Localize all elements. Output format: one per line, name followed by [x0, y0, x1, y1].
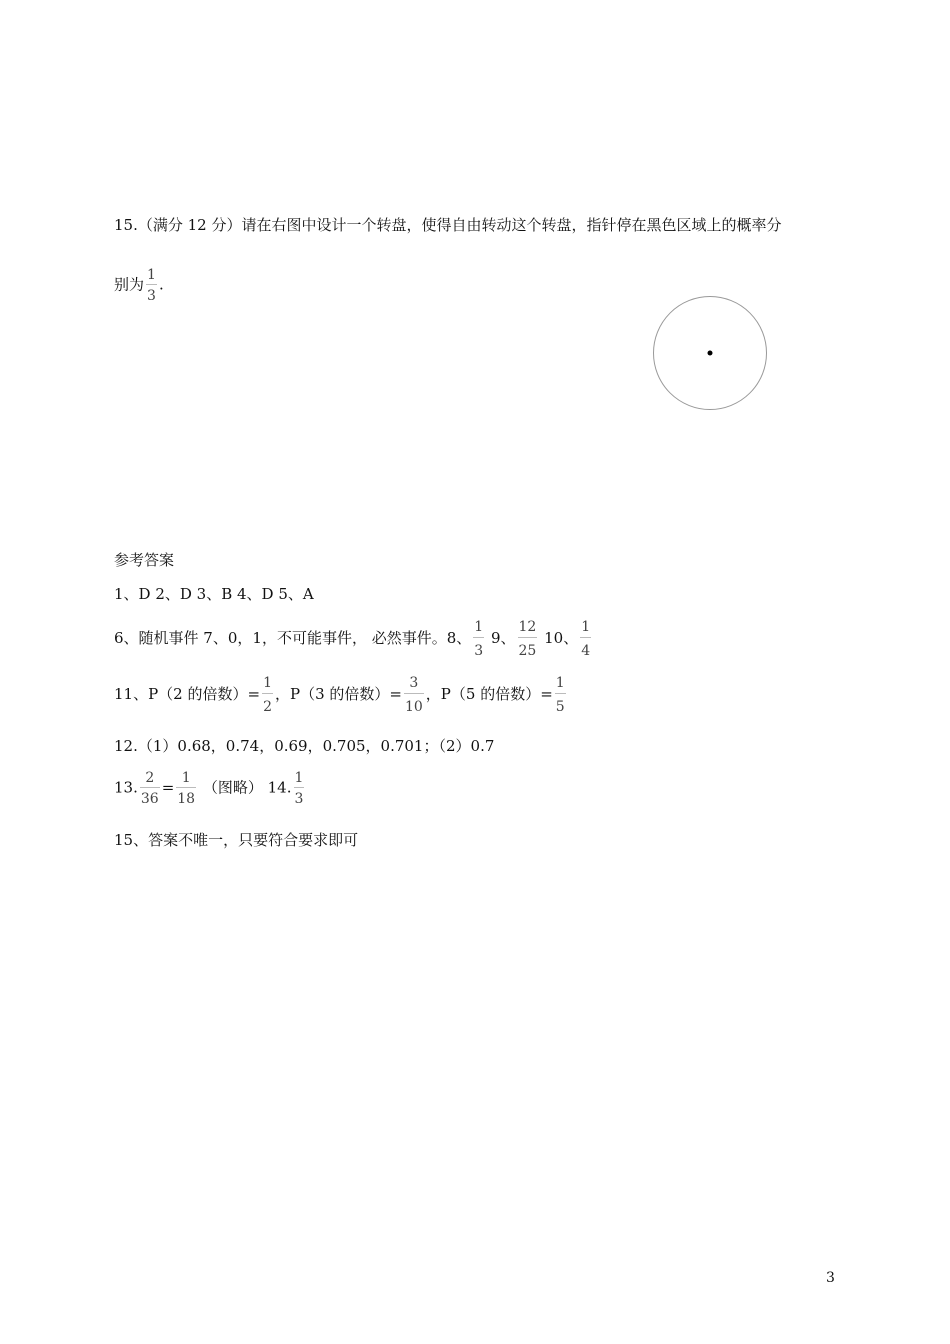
question-15-line1: 15.（满分 12 分）请在右图中设计一个转盘，使得自由转动这个转盘，指针停在黑色区域上的概率分: [114, 216, 782, 234]
answer-11-fraction-2: $\frac{3}{10}$: [404, 675, 423, 715]
answer-11-mid-1: ，P（3 的倍数）=: [274, 685, 402, 703]
answer-13-note: （图略） 14.: [202, 778, 292, 797]
answer-13-fraction-2: $\frac{1}{18}$: [177, 770, 196, 807]
answer-11-fraction-1: $\frac{1}{2}$: [263, 675, 272, 715]
answer-14-fraction: $\frac{1}{3}$: [294, 770, 304, 807]
answer-10-fraction: $\frac{1}{4}$: [581, 619, 591, 659]
page-number: 3: [826, 1270, 835, 1286]
spinner-center-dot: [708, 351, 713, 356]
answer-6-8-text: 6、随机事件 7、0，1，不可能事件， 必然事件。8、: [114, 629, 472, 647]
answer-10-label: 10、: [544, 629, 579, 647]
question-15-line2: [114, 268, 164, 303]
answer-11: [114, 676, 568, 714]
answer-11-mid-2: ，P（5 的倍数）=: [425, 685, 553, 703]
answer-8-fraction: $\frac{1}{3}$: [474, 619, 484, 659]
answer-13-equals: =: [161, 778, 175, 797]
answer-6-10: [114, 620, 593, 658]
answer-9-label: 9、: [490, 629, 516, 647]
answer-11-fraction-3: $\frac{1}{5}$: [555, 675, 565, 715]
question-15-suffix: .: [158, 275, 164, 294]
answer-11-text: 11、P（2 的倍数）=: [114, 685, 261, 703]
answer-12: 12.（1）0.68，0.74，0.69，0.705，0.701；（2）0.7: [114, 737, 495, 755]
spinner-circle: [652, 295, 770, 413]
answer-13-label: 13.: [114, 778, 138, 797]
answer-1-5: 1、D 2、D 3、B 4、D 5、A: [114, 585, 314, 603]
question-15-prefix: 别为: [114, 275, 145, 294]
fraction-one-third: $\frac{1}{3}$: [147, 267, 156, 304]
answer-9-fraction: $\frac{12}{25}$: [518, 619, 537, 659]
answers-heading: 参考答案: [114, 551, 175, 569]
answer-15: 15、答案不唯一，只要符合要求即可: [114, 831, 359, 849]
answer-13-14: [114, 771, 306, 806]
answer-13-fraction-1: $\frac{2}{36}$: [140, 770, 159, 807]
